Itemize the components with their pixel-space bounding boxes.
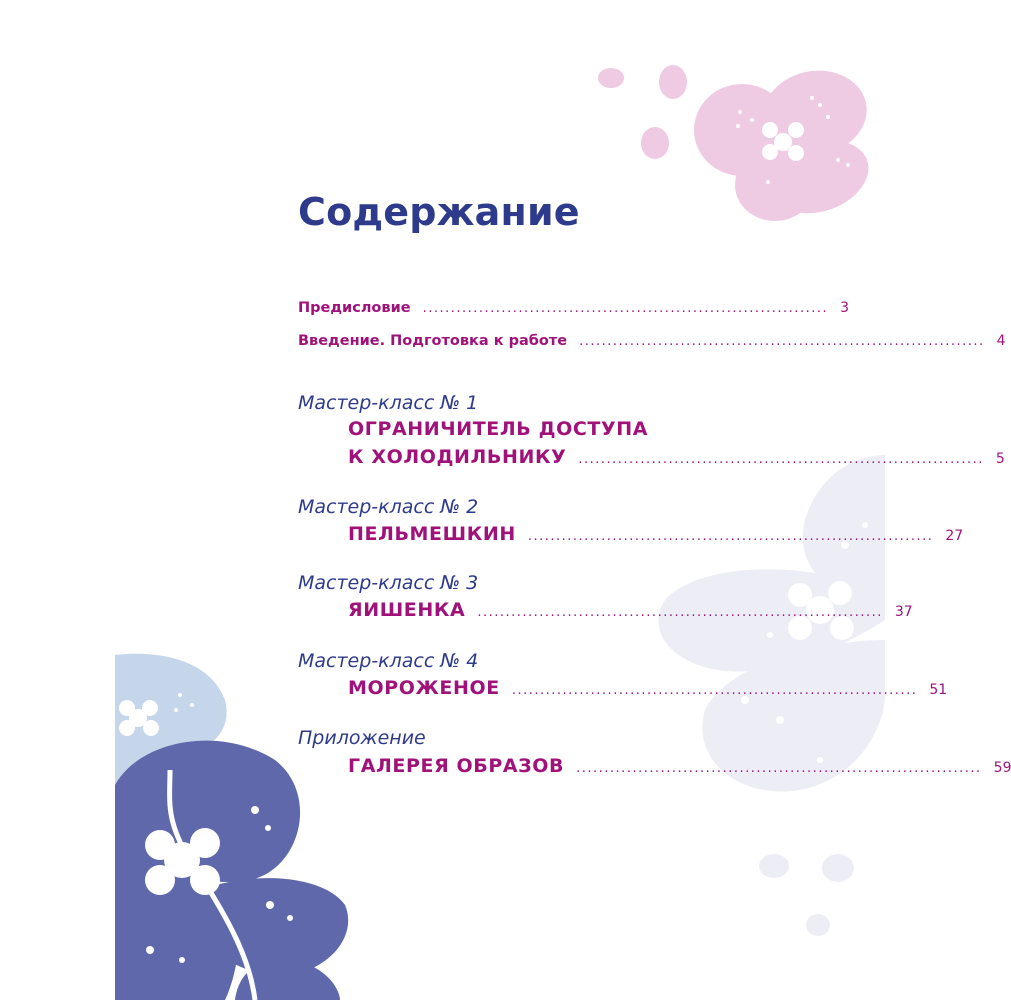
section-kicker: Мастер-класс № 4: [298, 650, 479, 672]
toc-page-number: 4: [996, 333, 1006, 349]
toc-entry-introduction[interactable]: [298, 333, 1006, 349]
toc-entry-label: К ХОЛОДИЛЬНИКУ: [348, 446, 567, 468]
section-kicker: Мастер-класс № 2: [298, 496, 479, 518]
toc-entry-title-line1[interactable]: ОГРАНИЧИТЕЛЬ ДОСТУПА: [348, 418, 648, 440]
toc-entry-label: МОРОЖЕНОЕ: [348, 677, 500, 699]
dot-leader: ........................................................................: [576, 761, 982, 776]
toc-entry-label: Предисловие: [298, 300, 411, 316]
toc-entry-master-class-3[interactable]: [348, 599, 913, 621]
toc-entry-preface[interactable]: [298, 300, 850, 316]
toc-entry-label: ГАЛЕРЕЯ ОБРАЗОВ: [348, 755, 565, 777]
dot-leader: ........................................................................: [477, 605, 883, 620]
blue-flower-decoration: [115, 654, 348, 1000]
toc-entry-master-class-4[interactable]: [348, 677, 948, 699]
toc-page-number: 37: [894, 604, 913, 620]
toc-page-number: 51: [929, 682, 948, 698]
dot-leader: ........................................................................: [578, 452, 984, 467]
toc-page-number: 3: [840, 300, 850, 316]
toc-entry-master-class-1[interactable]: [348, 446, 1005, 468]
page-title: Содержание: [298, 190, 580, 234]
toc-page-number: 27: [945, 528, 964, 544]
section-kicker: Мастер-класс № 3: [298, 572, 479, 594]
toc-entry-master-class-2[interactable]: [348, 523, 964, 545]
toc-page-number: 5: [995, 451, 1005, 467]
toc-entry-appendix[interactable]: [348, 755, 1011, 777]
toc-entry-label: ЯИШЕНКА: [348, 599, 466, 621]
dot-leader: ........................................................................: [422, 301, 829, 316]
dot-leader: ........................................................................: [527, 529, 934, 544]
section-kicker: Приложение: [298, 727, 426, 749]
pink-flower-decoration: [598, 63, 879, 226]
section-kicker: Мастер-класс № 1: [298, 392, 479, 414]
dot-leader: ........................................................................: [511, 683, 918, 698]
toc-page-number: 59: [993, 760, 1011, 776]
dot-leader: ........................................................................: [579, 334, 985, 349]
toc-entry-label: ПЕЛЬМЕШКИН: [348, 523, 516, 545]
toc-entry-label: Введение. Подготовка к работе: [298, 333, 568, 349]
